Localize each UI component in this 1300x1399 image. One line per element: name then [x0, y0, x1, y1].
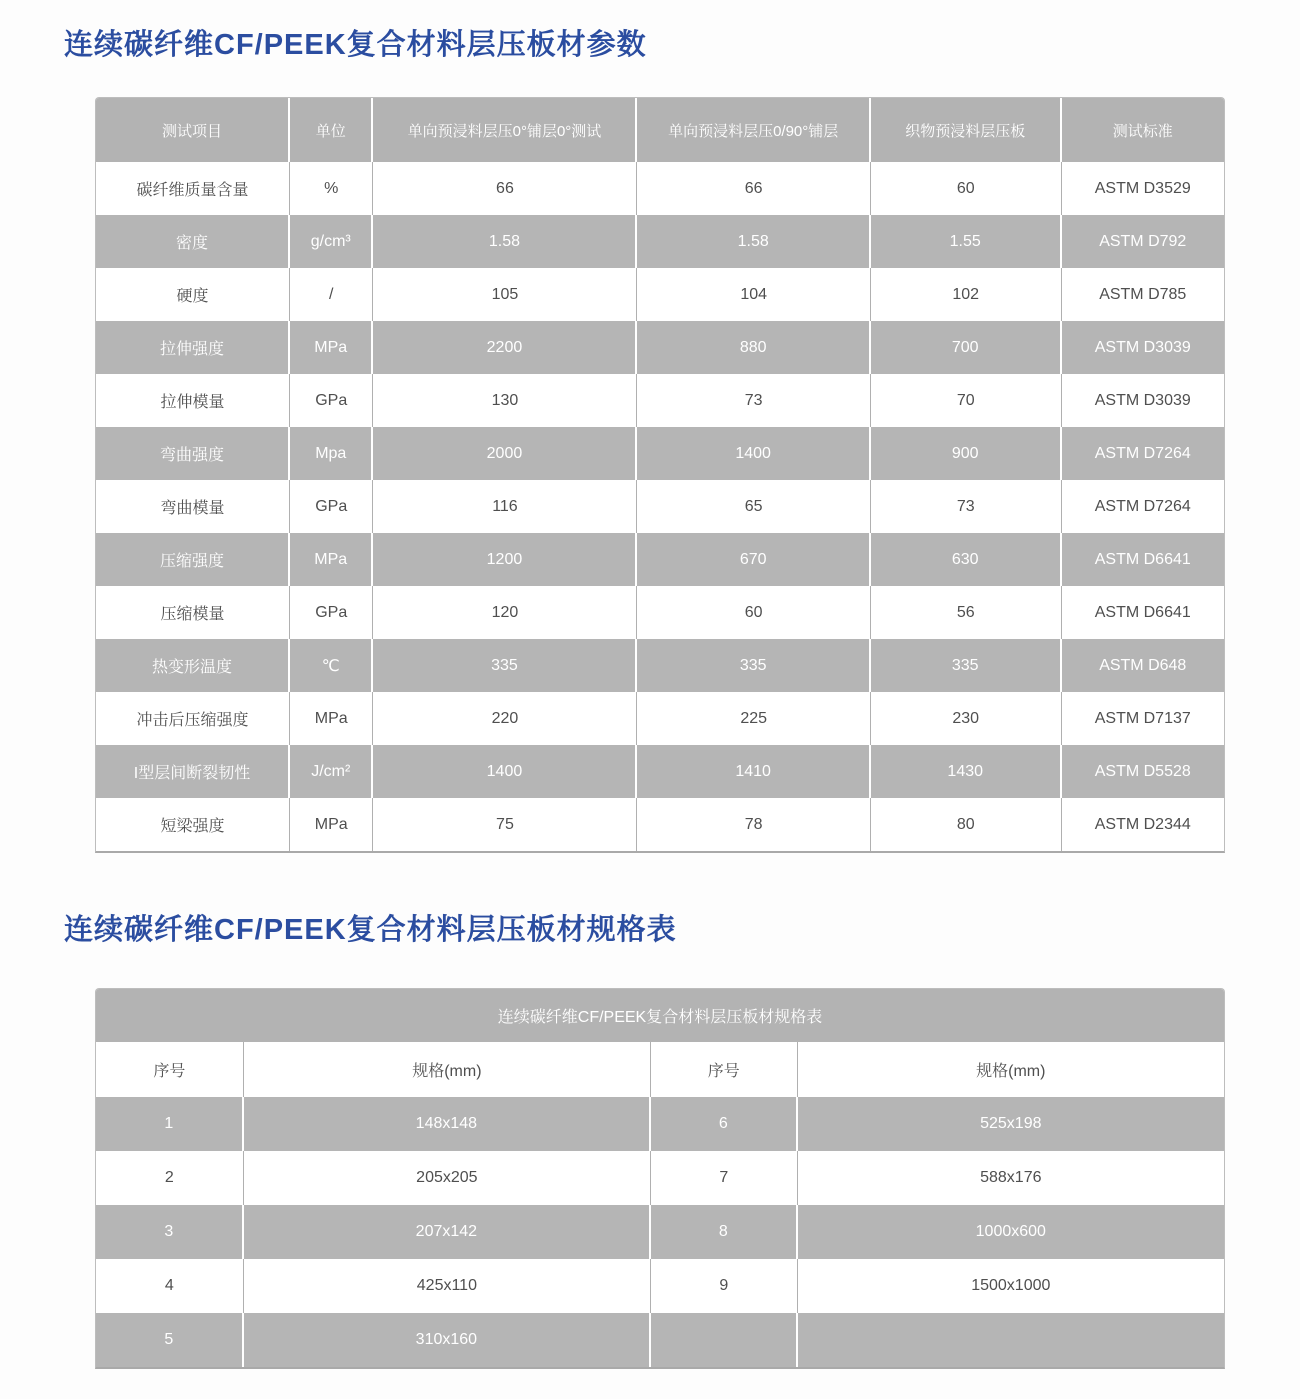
table-cell: GPa — [290, 374, 373, 427]
table-cell — [651, 1313, 798, 1367]
table-cell: 60 — [871, 162, 1062, 215]
table-cell: 220 — [373, 692, 637, 745]
table-cell: ASTM D5528 — [1062, 745, 1224, 798]
table-cell: 105 — [373, 268, 637, 321]
column-header: 测试标准 — [1062, 98, 1224, 162]
table-cell: 78 — [637, 798, 870, 851]
table-cell: 425x110 — [244, 1259, 651, 1313]
table-cell: MPa — [290, 798, 373, 851]
table-cell: 7 — [651, 1151, 798, 1205]
table-cell: 1.58 — [373, 215, 637, 268]
table-cell: 120 — [373, 586, 637, 639]
table-cell: 1.55 — [871, 215, 1062, 268]
table-cell: 670 — [637, 533, 870, 586]
table-header-row — [96, 1042, 1224, 1097]
column-header: 测试项目 — [96, 98, 290, 162]
table-cell: 335 — [637, 639, 870, 692]
table-cell: 700 — [871, 321, 1062, 374]
table-cell: 102 — [871, 268, 1062, 321]
table-cell: 6 — [651, 1097, 798, 1151]
table-cell: ASTM D6641 — [1062, 533, 1224, 586]
table-cell: MPa — [290, 321, 373, 374]
table-cell: 148x148 — [244, 1097, 651, 1151]
table-cell: ASTM D3039 — [1062, 374, 1224, 427]
table-cell: ASTM D2344 — [1062, 798, 1224, 851]
table-row — [96, 427, 1224, 480]
column-header: 单位 — [290, 98, 373, 162]
table-cell: / — [290, 268, 373, 321]
spec-table — [95, 988, 1225, 1369]
table-cell: 130 — [373, 374, 637, 427]
table-row — [96, 692, 1224, 745]
table-cell: MPa — [290, 692, 373, 745]
table-row — [96, 1205, 1224, 1259]
table-row — [96, 1151, 1224, 1205]
table-cell: 2200 — [373, 321, 637, 374]
table-cell: ASTM D6641 — [1062, 586, 1224, 639]
column-header: 序号 — [651, 1042, 798, 1097]
table-cell: 5 — [96, 1313, 244, 1367]
table-cell: 310x160 — [244, 1313, 651, 1367]
table-cell: 60 — [637, 586, 870, 639]
table-row — [96, 533, 1224, 586]
table-cell: 525x198 — [798, 1097, 1224, 1151]
table-cell: ASTM D792 — [1062, 215, 1224, 268]
table-band-title: 连续碳纤维CF/PEEK复合材料层压板材规格表 — [96, 989, 1224, 1042]
table-cell: 短梁强度 — [96, 798, 290, 851]
table-cell: 65 — [637, 480, 870, 533]
table-cell: 拉伸模量 — [96, 374, 290, 427]
table-cell: 硬度 — [96, 268, 290, 321]
table-cell: ASTM D3039 — [1062, 321, 1224, 374]
table-cell: ASTM D785 — [1062, 268, 1224, 321]
table-cell: 1200 — [373, 533, 637, 586]
table-band-row — [96, 989, 1224, 1042]
table-cell: 1 — [96, 1097, 244, 1151]
table-cell: 2 — [96, 1151, 244, 1205]
table-cell: 4 — [96, 1259, 244, 1313]
table-row — [96, 480, 1224, 533]
table-cell: Mpa — [290, 427, 373, 480]
table-cell: 热变形温度 — [96, 639, 290, 692]
table-cell: 密度 — [96, 215, 290, 268]
table-cell: 630 — [871, 533, 1062, 586]
table-row — [96, 215, 1224, 268]
table-cell: % — [290, 162, 373, 215]
table-cell: 1.58 — [637, 215, 870, 268]
table-cell: 碳纤维质量含量 — [96, 162, 290, 215]
table-cell: 73 — [871, 480, 1062, 533]
table-row — [96, 1097, 1224, 1151]
table-cell: 104 — [637, 268, 870, 321]
table-cell: 70 — [871, 374, 1062, 427]
table-cell: 588x176 — [798, 1151, 1224, 1205]
parameters-table — [95, 97, 1225, 853]
spec-section-title: 连续碳纤维CF/PEEK复合材料层压板材规格表 — [64, 914, 677, 946]
table-cell: J/cm² — [290, 745, 373, 798]
table-cell: 900 — [871, 427, 1062, 480]
table-cell: 225 — [637, 692, 870, 745]
table-cell: 66 — [373, 162, 637, 215]
table-cell: 207x142 — [244, 1205, 651, 1259]
table-row — [96, 745, 1224, 798]
table-cell: 1500x1000 — [798, 1259, 1224, 1313]
table-cell: 56 — [871, 586, 1062, 639]
table-cell: 1400 — [637, 427, 870, 480]
column-header: 序号 — [96, 1042, 244, 1097]
table-cell: 335 — [373, 639, 637, 692]
table-cell: GPa — [290, 586, 373, 639]
table-header-row — [96, 98, 1224, 162]
table-cell: 80 — [871, 798, 1062, 851]
table-cell: 1410 — [637, 745, 870, 798]
table-cell: 205x205 — [244, 1151, 651, 1205]
column-header: 单向预浸料层压0/90°铺层 — [637, 98, 870, 162]
table-cell: ℃ — [290, 639, 373, 692]
table-cell: 3 — [96, 1205, 244, 1259]
table-cell: 8 — [651, 1205, 798, 1259]
table-cell: 116 — [373, 480, 637, 533]
table-cell: 压缩强度 — [96, 533, 290, 586]
column-header: 规格(mm) — [798, 1042, 1224, 1097]
table-cell: 335 — [871, 639, 1062, 692]
table-row — [96, 162, 1224, 215]
table-row — [96, 586, 1224, 639]
table-cell: 弯曲强度 — [96, 427, 290, 480]
table-row — [96, 268, 1224, 321]
table-cell: 9 — [651, 1259, 798, 1313]
table-row — [96, 1313, 1224, 1367]
table-cell: 压缩模量 — [96, 586, 290, 639]
table-cell: 1000x600 — [798, 1205, 1224, 1259]
column-header: 规格(mm) — [244, 1042, 651, 1097]
table-cell: ASTM D3529 — [1062, 162, 1224, 215]
table-cell: ASTM D7264 — [1062, 480, 1224, 533]
table-cell: ASTM D7137 — [1062, 692, 1224, 745]
table-cell: 1400 — [373, 745, 637, 798]
table-cell: 拉伸强度 — [96, 321, 290, 374]
table-row — [96, 1259, 1224, 1313]
table-row — [96, 798, 1224, 851]
table-row — [96, 321, 1224, 374]
table-cell: 230 — [871, 692, 1062, 745]
table-cell: 66 — [637, 162, 870, 215]
table-cell: g/cm³ — [290, 215, 373, 268]
table-cell: 冲击后压缩强度 — [96, 692, 290, 745]
table-cell — [798, 1313, 1224, 1367]
table-cell: 880 — [637, 321, 870, 374]
table-cell: ASTM D648 — [1062, 639, 1224, 692]
table-cell: 1430 — [871, 745, 1062, 798]
column-header: 单向预浸料层压0°铺层0°测试 — [373, 98, 637, 162]
table-row — [96, 374, 1224, 427]
table-cell: ASTM D7264 — [1062, 427, 1224, 480]
table-cell: GPa — [290, 480, 373, 533]
table-cell: 73 — [637, 374, 870, 427]
table-cell: 弯曲模量 — [96, 480, 290, 533]
table-row — [96, 639, 1224, 692]
table-cell: 2000 — [373, 427, 637, 480]
table-cell: 75 — [373, 798, 637, 851]
parameters-section-title: 连续碳纤维CF/PEEK复合材料层压板材参数 — [64, 29, 647, 61]
column-header: 织物预浸料层压板 — [871, 98, 1062, 162]
table-cell: MPa — [290, 533, 373, 586]
table-cell: I型层间断裂韧性 — [96, 745, 290, 798]
